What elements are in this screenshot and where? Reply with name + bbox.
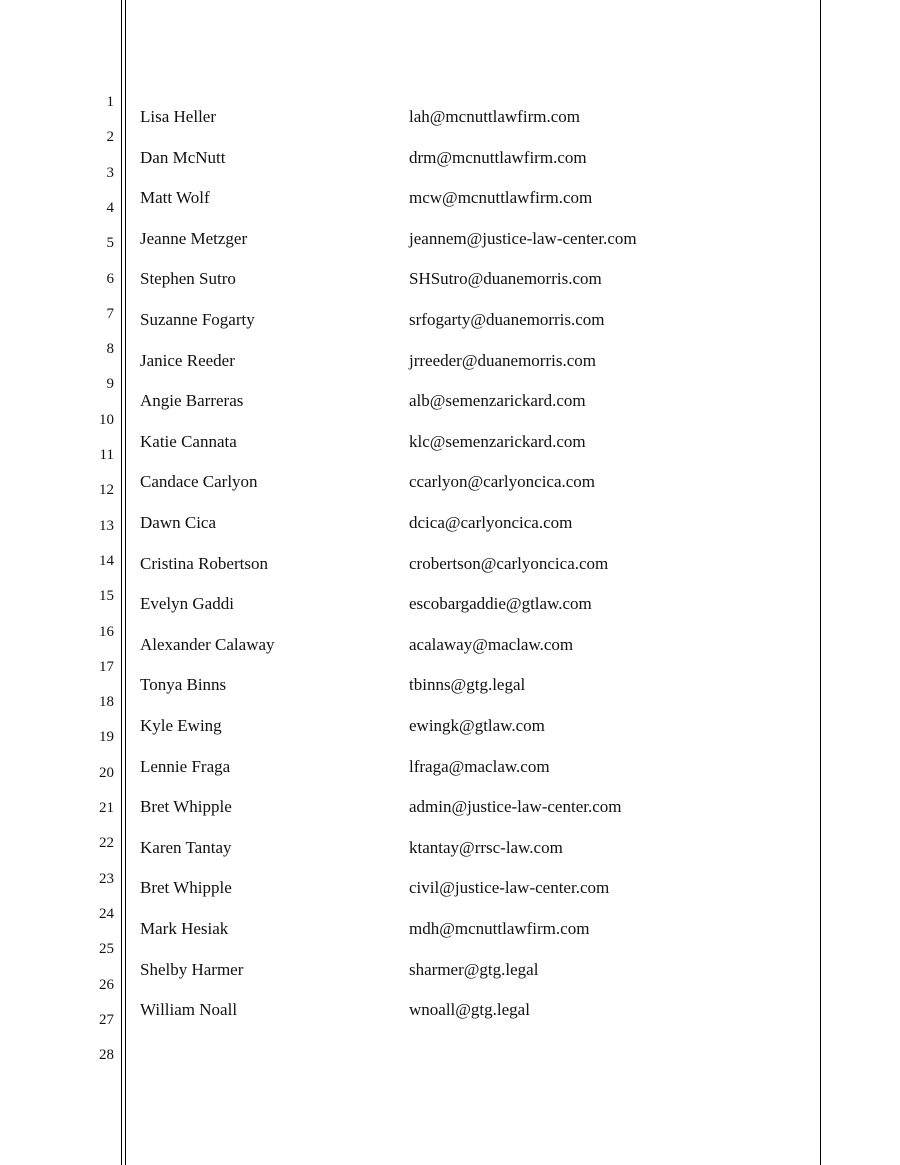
service-entry-email: ewingk@gtlaw.com	[409, 716, 545, 735]
line-number: 9	[106, 376, 114, 393]
line-number: 13	[99, 517, 114, 534]
line-number: 26	[99, 976, 114, 993]
service-entry-email: srfogarty@duanemorris.com	[409, 310, 605, 329]
service-entry-email: acalaway@maclaw.com	[409, 634, 574, 654]
service-entry-email: klc@semenzarickard.com	[409, 431, 586, 451]
service-entry-email: admin@justice-law-center.com	[409, 797, 622, 817]
line-number: 23	[99, 870, 114, 887]
service-entry-name: Janice Reeder	[140, 350, 235, 370]
service-entry-email: civil@justice-law-center.com	[409, 878, 610, 898]
service-entry-name: Evelyn Gaddi	[140, 594, 234, 614]
service-entry-name: Karen Tantay	[140, 837, 232, 857]
service-entry-email: ccarlyon@carlyoncica.com	[409, 472, 596, 492]
line-number: 22	[99, 835, 114, 852]
line-number: 28	[99, 1047, 114, 1064]
line-number: 4	[106, 199, 114, 216]
line-number: 20	[99, 764, 114, 781]
line-number: 1	[106, 94, 114, 110]
service-entry-name: Stephen Sutro	[140, 269, 236, 289]
service-entry-email: mcw@mcnuttlawfirm.com	[409, 188, 593, 208]
line-number: 3	[106, 164, 114, 181]
service-entry-email: drm@mcnuttlawfirm.com	[409, 147, 587, 167]
line-number: 17	[99, 658, 114, 675]
line-number: 12	[99, 482, 114, 499]
line-number: 16	[99, 623, 114, 640]
service-entry-name: Cristina Robertson	[140, 553, 268, 573]
service-entry-name: Katie Cannata	[140, 431, 237, 451]
service-entry-email: escobargaddie@gtlaw.com	[409, 594, 592, 614]
service-entry-name: Jeanne Metzger	[140, 228, 248, 248]
service-entry-name: Shelby Harmer	[140, 959, 244, 979]
service-entry-email: mdh@mcnuttlawfirm.com	[409, 919, 590, 938]
line-number: 11	[99, 447, 114, 463]
service-entry-name: Suzanne Fogarty	[140, 310, 255, 329]
service-entry-email: ktantay@rrsc-law.com	[409, 837, 563, 857]
service-entry-email: wnoall@gtg.legal	[409, 1000, 530, 1020]
service-entry-email: jrreeder@duanemorris.com	[409, 350, 596, 370]
service-entry-email: lah@mcnuttlawfirm.com	[409, 107, 580, 126]
line-number: 27	[99, 1011, 114, 1028]
service-entry-email: sharmer@gtg.legal	[409, 959, 539, 979]
line-number: 19	[99, 729, 114, 746]
service-entry-name: Lennie Fraga	[140, 756, 231, 776]
line-number: 24	[99, 905, 114, 922]
service-entry-name: William Noall	[140, 1000, 238, 1020]
line-number: 8	[106, 341, 114, 358]
line-number: 6	[106, 270, 114, 287]
service-entry-email: jeannem@justice-law-center.com	[409, 228, 637, 248]
line-number: 15	[99, 588, 114, 605]
service-entry-name: Mark Hesiak	[140, 919, 229, 938]
line-number: 7	[106, 305, 114, 322]
service-entry-email: crobertson@carlyoncica.com	[409, 553, 609, 573]
service-entry-email: lfraga@maclaw.com	[409, 756, 550, 776]
service-entry-name: Candace Carlyon	[140, 472, 258, 492]
line-number: 5	[106, 235, 114, 252]
line-number: 2	[106, 129, 114, 146]
service-entry-name: Angie Barreras	[140, 391, 244, 411]
service-entry-name: Dawn Cica	[140, 513, 217, 532]
service-entry-name: Bret Whipple	[140, 878, 232, 898]
service-entry-name: Tonya Binns	[140, 675, 227, 695]
line-number: 10	[99, 411, 114, 428]
service-entry-name: Alexander Calaway	[140, 634, 275, 654]
service-entry-email: SHSutro@duanemorris.com	[409, 269, 602, 289]
service-entry-name: Lisa Heller	[140, 107, 216, 126]
service-entry-email: dcica@carlyoncica.com	[409, 513, 573, 532]
line-number: 18	[99, 694, 114, 711]
service-entry-name: Matt Wolf	[140, 188, 210, 208]
line-number: 21	[99, 800, 114, 816]
service-entry-email: tbinns@gtg.legal	[409, 675, 526, 695]
service-entry-email: alb@semenzarickard.com	[409, 391, 586, 411]
service-entry-name: Dan McNutt	[140, 147, 226, 167]
line-number: 14	[99, 552, 114, 569]
service-entry-name: Bret Whipple	[140, 797, 232, 817]
line-number: 25	[99, 941, 114, 958]
service-entry-name: Kyle Ewing	[140, 716, 222, 735]
